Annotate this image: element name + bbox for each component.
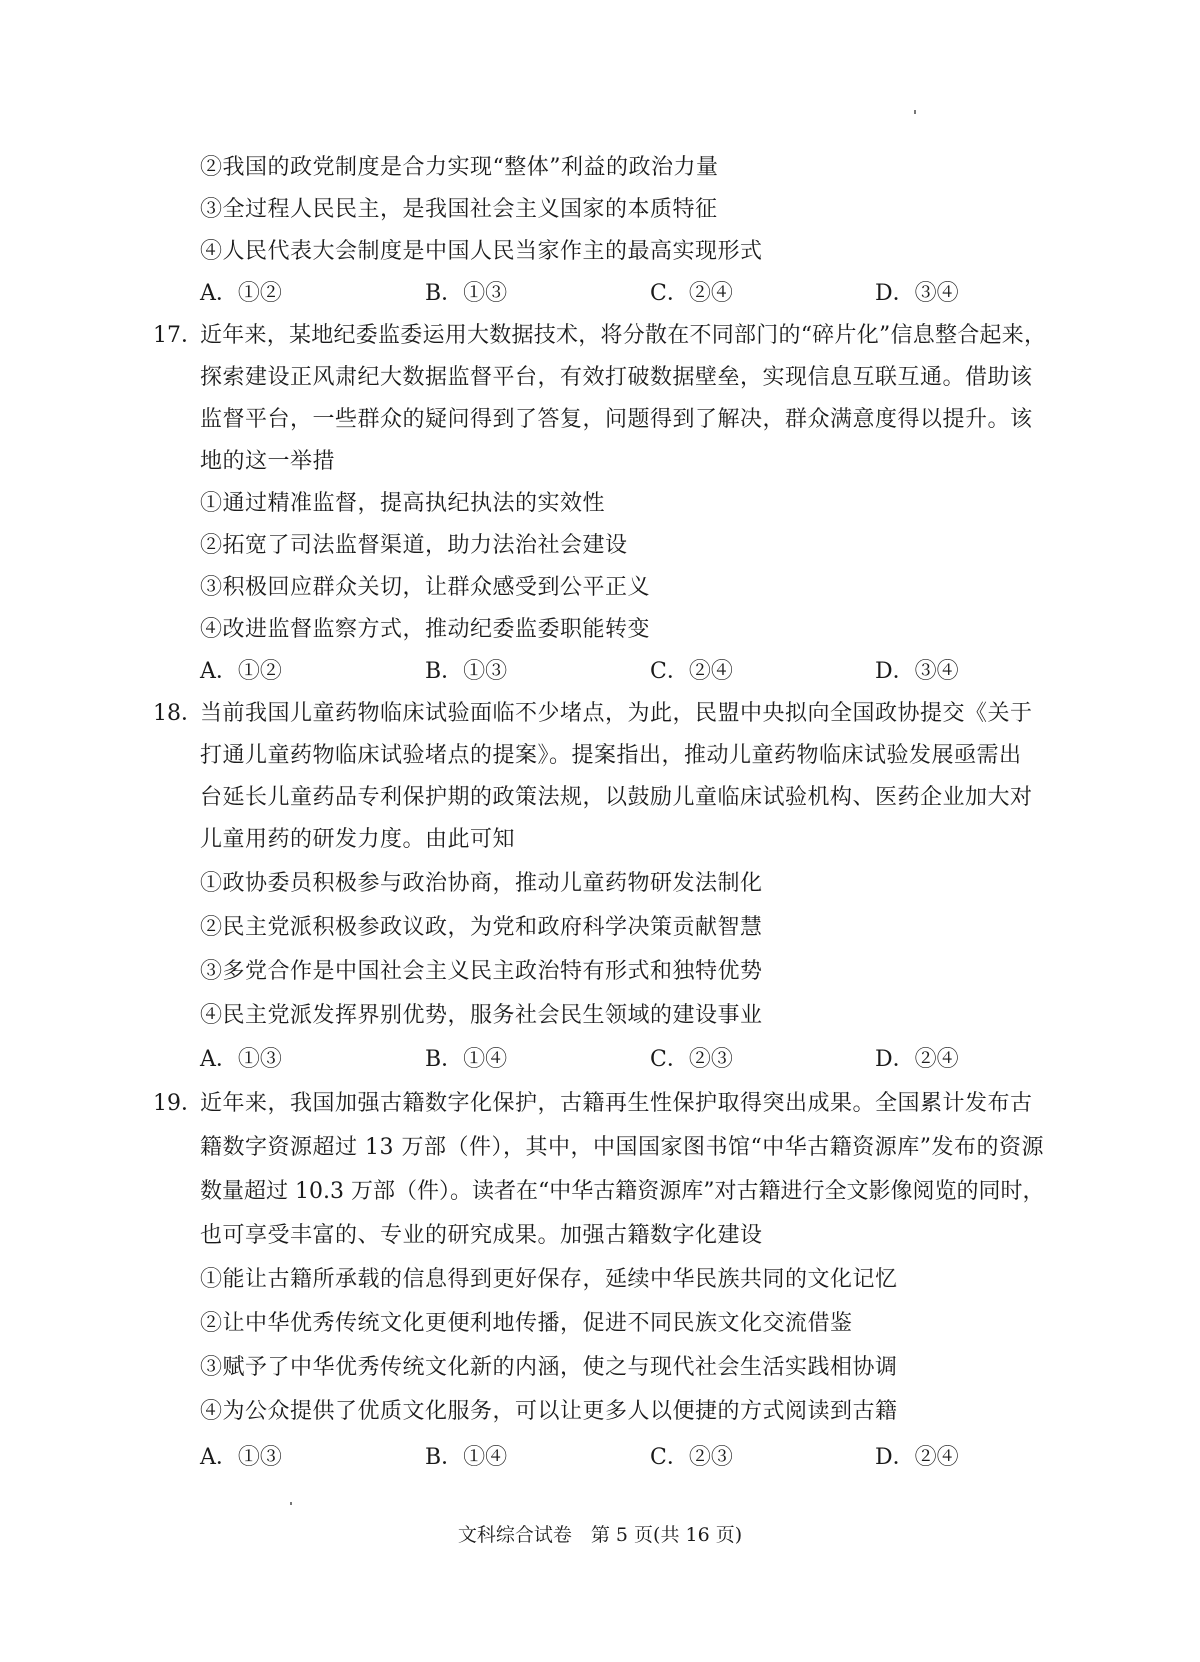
statement: ①能让古籍所承载的信息得到更好保存，延续中华民族共同的文化记忆 <box>200 1267 898 1292</box>
statement: ②拓宽了司法监督渠道，助力法治社会建设 <box>200 533 628 558</box>
option-b: B．①③ <box>425 281 508 306</box>
question-stem: 当前我国儿童药物临床试验面临不少堵点，为此，民盟中央拟向全国政协提交《关于 <box>200 701 1033 726</box>
option-c: C．②③ <box>650 1047 733 1072</box>
question-stem: 近年来，我国加强古籍数字化保护，古籍再生性保护取得突出成果。全国累计发布古 <box>200 1091 1033 1116</box>
option-a: A．①② <box>200 659 282 684</box>
statement: ③积极回应群众关切，让群众感受到公平正义 <box>200 575 651 600</box>
statement: ④改进监督监察方式，推动纪委监委职能转变 <box>200 617 651 642</box>
statement: ③多党合作是中国社会主义民主政治特有形式和独特优势 <box>200 959 763 984</box>
statement: ④民主党派发挥界别优势，服务社会民生领域的建设事业 <box>200 1003 763 1028</box>
option-d: D．②④ <box>875 1445 959 1470</box>
statement: ④为公众提供了优质文化服务，可以让更多人以便捷的方式阅读到古籍 <box>200 1399 898 1424</box>
option-c: C．②③ <box>650 1445 733 1470</box>
option-b: B．①③ <box>425 659 508 684</box>
statement: ③全过程人民民主，是我国社会主义国家的本质特征 <box>200 197 718 222</box>
option-a: A．①③ <box>200 1445 282 1470</box>
question-stem: 探索建设正风肃纪大数据监督平台，有效打破数据壁垒，实现信息互联互通。借助该 <box>200 365 1033 390</box>
question-stem: 近年来，某地纪委监委运用大数据技术，将分散在不同部门的“碎片化”信息整合起来， <box>200 323 1047 348</box>
question-number: 18． <box>153 701 203 726</box>
question-stem: 籍数字资源超过 13 万部（件），其中，中国国家图书馆“中华古籍资源库”发布的资源 <box>200 1135 1044 1160</box>
option-c: C．②④ <box>650 281 733 306</box>
option-d: D．③④ <box>875 281 959 306</box>
question-number: 19． <box>153 1091 203 1116</box>
question-stem: 地的这一举措 <box>200 449 336 474</box>
question-stem: 数量超过 10.3 万部（件）。读者在“中华古籍资源库”对古籍进行全文影像阅览的同时， <box>200 1179 1045 1204</box>
statement: ①通过精准监督，提高执纪执法的实效性 <box>200 491 606 516</box>
scan-speck <box>914 110 916 114</box>
question-stem: 监督平台，一些群众的疑问得到了答复，问题得到了解决，群众满意度得以提升。该 <box>200 407 1033 432</box>
option-b: B．①④ <box>425 1047 508 1072</box>
statement: ②让中华优秀传统文化更便利地传播，促进不同民族文化交流借鉴 <box>200 1311 853 1336</box>
option-a: A．①② <box>200 281 282 306</box>
option-c: C．②④ <box>650 659 733 684</box>
question-stem: 也可享受丰富的、专业的研究成果。加强古籍数字化建设 <box>200 1223 763 1248</box>
statement: ④人民代表大会制度是中国人民当家作主的最高实现形式 <box>200 239 763 264</box>
option-a: A．①③ <box>200 1047 282 1072</box>
option-d: D．②④ <box>875 1047 959 1072</box>
question-stem: 台延长儿童药品专利保护期的政策法规，以鼓励儿童临床试验机构、医药企业加大对 <box>200 785 1033 810</box>
question-stem: 儿童用药的研发力度。由此可知 <box>200 827 516 852</box>
page-footer: 文科综合试卷 第 5 页(共 16 页) <box>457 1524 743 1546</box>
statement: ②我国的政党制度是合力实现“整体”利益的政治力量 <box>200 155 719 180</box>
scan-speck <box>290 1502 292 1505</box>
statement: ②民主党派积极参政议政，为党和政府科学决策贡献智慧 <box>200 915 763 940</box>
question-stem: 打通儿童药物临床试验堵点的提案》。提案指出，推动儿童药物临床试验发展亟需出 <box>200 743 1022 768</box>
statement: ③赋予了中华优秀传统文化新的内涵，使之与现代社会生活实践相协调 <box>200 1355 898 1380</box>
statement: ①政协委员积极参与政治协商，推动儿童药物研发法制化 <box>200 871 763 896</box>
option-b: B．①④ <box>425 1445 508 1470</box>
option-d: D．③④ <box>875 659 959 684</box>
question-number: 17． <box>153 323 203 348</box>
